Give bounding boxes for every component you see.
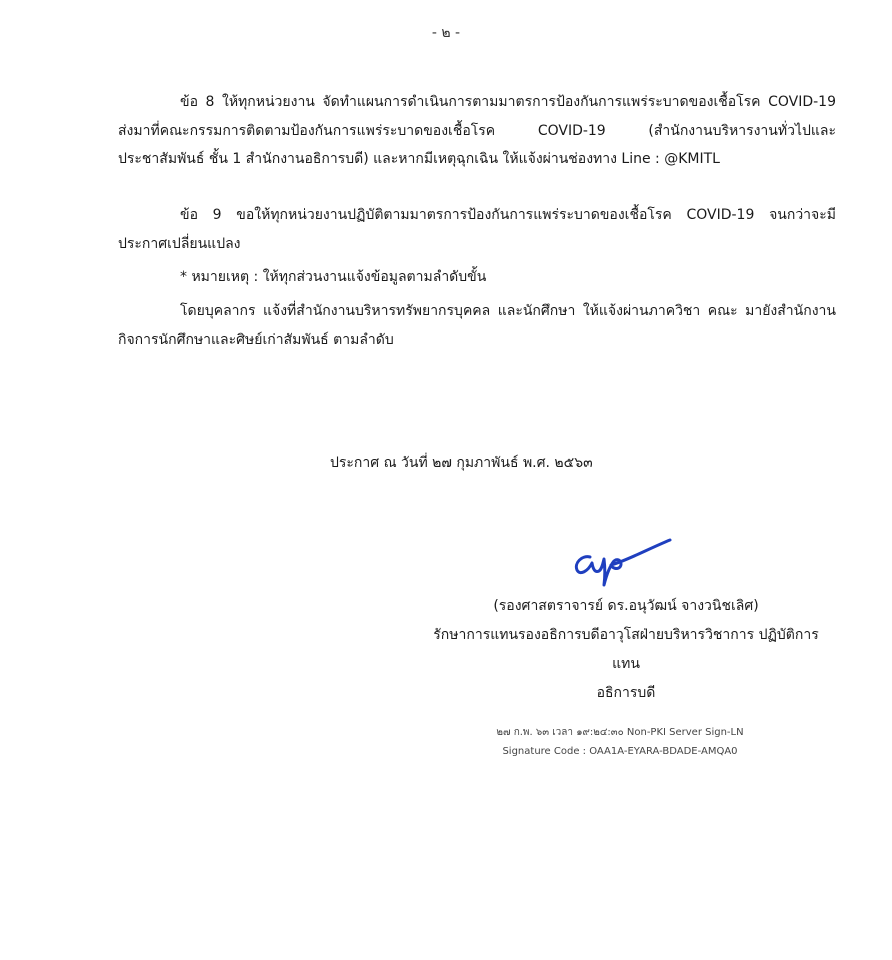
reporting-order-paragraph: โดยบุคลากร แจ้งที่สำนักงานบริหารทรัพยากรบุคคล และนักศึกษา ให้แจ้งผ่านภาควิชา คณะ มายังสำนักงานกิจการนักศึกษาและศิษย์เก่าสัมพันธ์ ตามลำดับ <box>118 303 836 348</box>
page-number: - ๒ - <box>431 25 461 41</box>
signatory-position: รักษาการแทนรองอธิการบดีอาวุโสฝ่ายบริหารวิชาการ ปฏิบัติการ <box>433 627 819 643</box>
signatory-name: (รองศาสตราจารย์ ดร.อนุวัฒน์ จางวนิชเลิศ) <box>493 598 759 614</box>
clause-8-paragraph: ข้อ 8 ให้ทุกหน่วยงาน จัดทำแผนการดำเนินการตามมาตรการป้องกันการแพร่ระบาดของเชื้อโรค COVID-19 ส่งมาที่คณะกรรมการติดตามป้องกันการแพร่ระบาดของเชื้อโรค COVID-19 (สำนักงานบริหารงานทั่วไปและประชาสัมพันธ์ ชั้น 1 สำนักงานอธิการบดี) และหากมีเหตุฉุกเฉิน ให้แจ้งผ่านช่องทาง Line : @KMITL <box>118 94 836 167</box>
signature-code: Signature Code : OAA1A-EYARA-BDADE-AMQA0 <box>502 746 738 757</box>
signatory-title: อธิการบดี <box>596 685 656 701</box>
announcement-date: ประกาศ ณ วันที่ ๒๗ กุมภาพันธ์ พ.ศ. ๒๕๖๓ <box>330 455 593 471</box>
signatory-block <box>400 592 852 708</box>
electronic-signature-info <box>460 723 780 761</box>
clause-9-paragraph: ข้อ 9 ขอให้ทุกหน่วยงานปฏิบัติตามมาตรการป้องกันการแพร่ระบาดของเชื้อโรค COVID-19 จนกว่าจะมีประกาศเปลี่ยนแปลง <box>118 207 836 252</box>
remark-paragraph: * หมายเหตุ : ให้ทุกส่วนงานแจ้งข้อมูลตามลำดับขั้น <box>180 269 487 285</box>
e-sign-timestamp: ๒๗ ก.พ. ๖๓ เวลา ๑๙:๒๔:๓๐ Non-PKI Server Sign-LN <box>496 727 744 738</box>
handwritten-signature <box>568 533 672 587</box>
signatory-acting-for: แทน <box>612 656 640 672</box>
